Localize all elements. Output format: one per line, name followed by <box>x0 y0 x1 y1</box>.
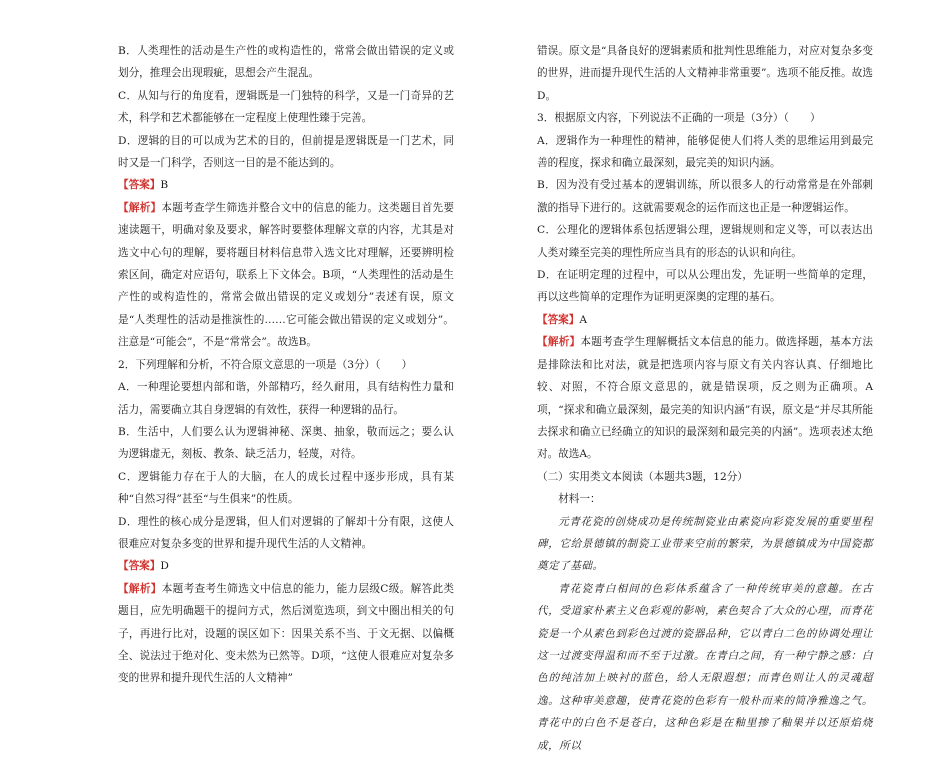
q2-option-a: A．一种理论要想内部和谐，外部精巧，经久耐用，具有结构性力量和活力，需要确立其自身逻辑的有效性，获得一种逻辑的品行。 <box>118 381 454 416</box>
q1-option-d: D．逻辑的目的可以成为艺术的目的，但前提是逻辑既是一门艺术，同时又是一门科学，否则这一目的是不能达到的。 <box>118 134 454 170</box>
explanation-text: 本题考查学生理解概括文本信息的能力。做选择题，基本方法是排除法和比对法，就是把选项内容与原文有关内容认真、仔细地比较、对照，不符合原文意思的，就是错误项，反之则为正确项。A项，“探求和确立最深刻，最完美的知识内涵”有误，原文是“并尽其所能去探求和确立已经确立的知识的最深刻和最完美的内涵”。选项表述太绝对。故选A。 <box>537 336 874 461</box>
q3-option-b: B．因为没有受过基本的逻辑训练，所以很多人的行动常常是在外部刺激的指导下进行的。这就需要观念的运作而这也正是一种逻辑运作。 <box>537 179 873 214</box>
q1-option-c: C．从知与行的角度看，逻辑既是一门独特的科学，又是一门奇异的艺术，科学和艺术都能够在一定程度上使理性臻于完善。 <box>118 89 454 125</box>
answer-value: D <box>160 560 169 573</box>
q3-answer <box>537 309 873 331</box>
q2-explanation-continued: 错误。原文是“具备良好的逻辑素质和批判性思维能力，对应对复杂多变的世界，进而提升现代生活的人文精神非常重要”。选项不能反推。故选D。 <box>537 45 873 102</box>
explanation-text: 本题考查学生筛选并整合文中的信息的能力。这类题目首先要速读题干，明确对象及要求，解答时要整体理解文章的内容，尤其是对选文中心句的理解，要将题目材料信息带入选文比对理解，还要辨明检索区间，确定对应语句，联系上下文体会。B项，“人类理性的活动是生产性的或构造性的，常常会做出错误的定义或划分”表述有误，原文是“人类理性的活动是推演性的……它可能会做出错误的定义或划分”。注意是“可能会”，不是“常常会”。故选B。 <box>118 201 455 349</box>
q1-option-b: B．人类理性的活动是生产性的或构造性的，常常会做出错误的定义或划分，推理会出现瑕疵，思想会产生混乱。 <box>118 45 454 80</box>
answer-value: B <box>160 179 169 192</box>
q3-option-a: A．逻辑作为一种理性的精神，能够促使人们将人类的思维运用到最完善的程度，探求和确立最深刻，最完美的知识内涵。 <box>537 134 873 170</box>
q3-option-d: D．在证明定理的过程中，可以从公理出发，先证明一些简单的定理，再以这些简单的定理作为证明更深奥的定理的基石。 <box>537 269 873 304</box>
material-paragraph-1: 元青花瓷的创烧成功是传统制瓷业由素瓷向彩瓷发展的重要里程碑，它给景德镇的制瓷工业带来空前的繁荣，为景德镇成为中国瓷都奠定了基础。 <box>537 515 873 573</box>
explanation-text: 本题考查考生筛选文中信息的能力，能力层级C级。解答此类题目，应先明确题干的提问方式，然后浏览选项，到文中圈出相关的句子，再进行比对，设题的误区如下：因果关系不当、于文无据、以偏概全、说法过于绝对化、变未然为已然等。D项，“这使人很难应对复杂多变的世界和提升现代生活的人文精神” <box>118 582 454 685</box>
material-label: 材料一： <box>558 493 601 506</box>
q3-explanation <box>537 331 873 465</box>
answer-tag: 【答案】 <box>118 560 161 573</box>
answer-tag: 【答案】 <box>118 179 161 192</box>
answer-tag: 【答案】 <box>537 313 580 326</box>
q2-stem: 2．下列理解和分析，不符合原文意思的一项是（3分）（ ） <box>118 358 413 371</box>
material-paragraph-2: 青花瓷青白相间的色彩体系蕴含了一种传统审美的意趣。在古代，受道家朴素主义色彩观的影响，素色契合了大众的心理，而青花瓷是一个从素色到彩色过渡的瓷器品种，它以青白二色的协调处理让这一过渡变得温和而不至于过激。在青白之间，有一种宁静之感：白色的纯洁加上映衬的蓝色，给人无限遐想；而青色则让人的灵魂超逸。这种审美意趣，使青花瓷的色彩有一般朴而来的简净雅逸之气。青花中的白色不是苍白，这种色彩是在釉里掺了釉果并以还原焰烧成，所以 <box>537 582 873 752</box>
explanation-tag: 【解析】 <box>118 582 162 595</box>
q2-option-d: D．理性的核心成分是逻辑，但人们对逻辑的了解却十分有限，这使人很难应对复杂多变的世界和提升现代生活的人文精神。 <box>118 515 454 550</box>
q1-explanation <box>118 197 454 354</box>
explanation-tag: 【解析】 <box>537 336 581 349</box>
q1-answer <box>118 174 454 196</box>
q2-option-b: B．生活中，人们要么认为逻辑神秘、深奥、抽象，敬而远之；要么认为逻辑虚无，刻板、教条、缺乏活力，轻蔑，对待。 <box>118 425 454 461</box>
section-heading: （二）实用类文本阅读（本题共3题，12分） <box>537 470 748 483</box>
left-column <box>118 40 454 690</box>
q2-explanation <box>118 578 454 690</box>
q2-answer <box>118 555 454 577</box>
q3-option-c: C．公理化的逻辑体系包括逻辑公理，逻辑规则和定义等，可以表达出人类对臻至完美的理性所应当具有的形态的认识和向往。 <box>537 224 873 259</box>
right-column <box>537 40 873 757</box>
q2-option-c: C．逻辑能力存在于人的大脑，在人的成长过程中逐步形成，具有某种“自然习得”甚至“与生俱来”的性质。 <box>118 470 454 506</box>
answer-value: A <box>579 313 588 326</box>
q3-stem: 3．根据原文内容，下列说法不正确的一项是（3分）（ ） <box>537 112 821 125</box>
explanation-tag: 【解析】 <box>118 201 162 214</box>
